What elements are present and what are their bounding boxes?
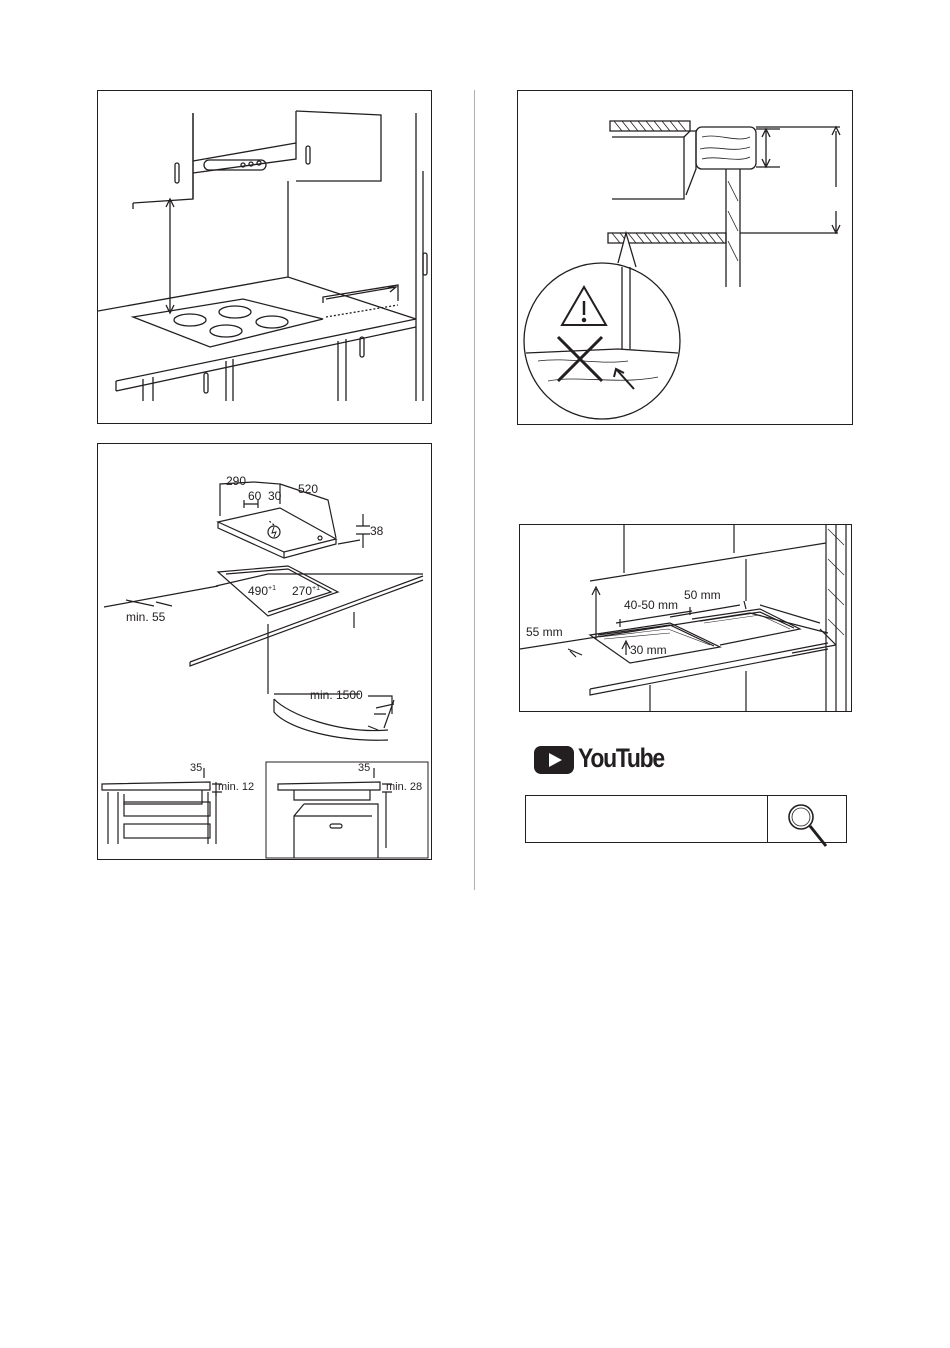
youtube-play-icon (534, 746, 574, 774)
dim-depth: 520 (298, 482, 319, 496)
figure-hood-clearance (97, 90, 432, 424)
detail-b-min: min. 28 (386, 781, 423, 793)
youtube-wordmark: YouTube (578, 743, 664, 773)
dim-width: 290 (226, 474, 247, 488)
detail-b-top: 35 (358, 762, 371, 774)
dim-30: 30 mm (630, 643, 667, 657)
cut-width (248, 584, 276, 598)
figure-two-hobs (519, 524, 852, 712)
figure-warning-detail (517, 90, 853, 425)
youtube-logo[interactable] (534, 744, 664, 778)
figure-hob-dimensions (97, 443, 432, 860)
warning-detail-drawing (518, 91, 853, 425)
cut-depth (292, 584, 320, 598)
min-cable: min. 1500 (310, 688, 363, 702)
column-divider (474, 90, 475, 890)
detail-a-top: 35 (190, 762, 203, 774)
youtube-search-box (525, 795, 847, 843)
dim-height: 38 (370, 524, 384, 538)
cut-width-value: 490 (248, 584, 269, 598)
hob-dimensions-drawing (98, 444, 432, 860)
search-button[interactable] (767, 796, 846, 842)
min-side: min. 55 (126, 610, 166, 624)
magnifier-icon (768, 796, 847, 856)
cut-width-tol: +1 (268, 585, 277, 592)
hood-clearance-drawing (98, 91, 432, 424)
detail-a-min: min. 12 (218, 781, 255, 793)
dim-left-offset2: 30 (268, 489, 282, 503)
cut-depth-tol: +1 (312, 585, 321, 592)
youtube-search-input[interactable] (526, 796, 767, 842)
dim-55: 55 mm (526, 625, 563, 639)
dim-left-offset: 60 (248, 489, 262, 503)
dim-40-50: 40-50 mm (624, 598, 679, 612)
cut-depth-value: 270 (292, 584, 313, 598)
two-hobs-drawing (520, 525, 852, 712)
dim-50: 50 mm (684, 588, 721, 602)
